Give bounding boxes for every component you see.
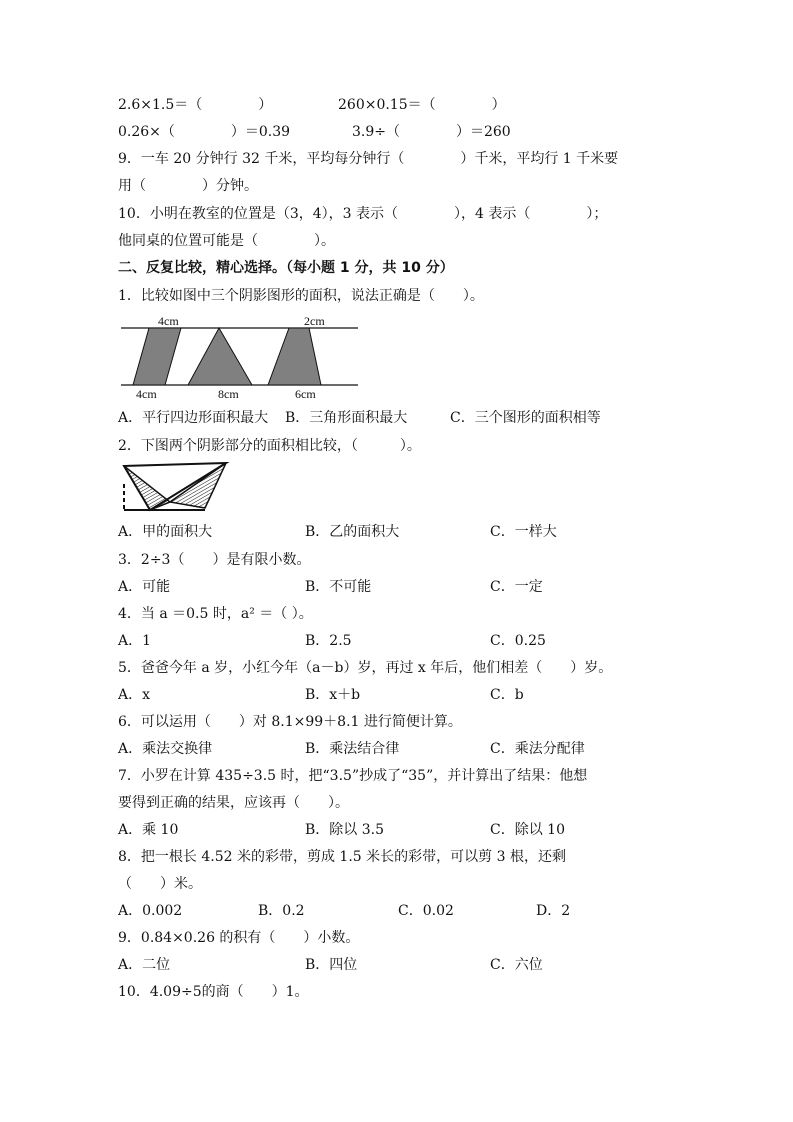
s2-q1-stem: 1．比较如图中三个阴影图形的面积，说法正确是（ ）。 xyxy=(118,288,484,304)
s2-q3-option-b: B．不可能 xyxy=(305,579,372,595)
shaded-region-yi xyxy=(170,463,226,508)
s2-q6-option-b: B．乘法结合律 xyxy=(305,741,400,757)
s2-q5-option-c: C．b xyxy=(490,687,524,703)
s2-q7-stem-1: 7．小罗在计算 435÷3.5 时，把“3.5”抄成了“35”，并计算出了结果：他想 xyxy=(118,768,588,784)
s2-q8-stem-2: （ ）米。 xyxy=(118,876,202,892)
s2-q2-stem: 2．下图两个阴影部分的面积相比较，（ ）。 xyxy=(118,438,421,454)
parallelogram xyxy=(133,328,181,385)
section2-title: 二、反复比较，精心选择。（每小题 1 分，共 10 分） xyxy=(118,260,454,276)
s2-q10-stem: 10．4.09÷5的商（ ）1。 xyxy=(118,984,309,1000)
s2-q3-option-c: C．一定 xyxy=(490,579,543,595)
triangle xyxy=(188,328,252,385)
s2-q3-stem: 3．2÷3（ ）是有限小数。 xyxy=(118,552,311,568)
s2-q1-option-b: B．三角形面积最大 xyxy=(285,410,408,426)
s2-q7-stem-2: 要得到正确的结果，应该再（ ）。 xyxy=(118,795,349,811)
s2-q6-option-a: A．乘法交换律 xyxy=(118,741,213,757)
s2-q5-option-b: B．x＋b xyxy=(305,687,361,703)
trapezoid xyxy=(268,328,321,385)
label-trapezoid-base: 6cm xyxy=(295,387,316,401)
s2-q3-option-a: A．可能 xyxy=(118,579,171,595)
s2-q4-option-b: B．2.5 xyxy=(305,633,352,649)
label-parallelogram-base: 4cm xyxy=(136,387,157,401)
shaded-region-jia xyxy=(124,466,170,510)
s2-q8-stem-1: 8．把一根长 4.52 米的彩带，剪成 1.5 米长的彩带，可以剪 3 根，还剩 xyxy=(118,849,566,865)
s2-q4-stem: 4．当 a ＝0.5 时，a² ＝（ ）。 xyxy=(118,606,313,622)
s2-q8-option-c: C．0.02 xyxy=(398,903,454,919)
q10-line2: 他同桌的位置可能是（ ）。 xyxy=(118,233,335,249)
s2-q9-stem: 9．0.84×0.26 的积有（ ）小数。 xyxy=(118,930,360,946)
q9-line2: 用（ ）分钟。 xyxy=(118,178,258,194)
s2-q9-option-c: C．六位 xyxy=(490,957,543,973)
fill-row2-b: 3.9÷（ ）＝260 xyxy=(352,124,511,140)
s2-q1-option-a: A．平行四边形面积最大 xyxy=(118,410,269,426)
s2-q2-option-b: B．乙的面积大 xyxy=(305,524,400,540)
fill-row1-a: 2.6×1.5＝（ ） xyxy=(118,97,273,113)
s2-q5-option-a: A．x xyxy=(118,687,151,703)
fill-row1-b: 260×0.15＝（ ） xyxy=(338,97,506,113)
s2-q1-option-c: C．三个图形的面积相等 xyxy=(450,410,601,426)
s2-q5-stem: 5．爸爸今年 a 岁，小红今年（a－b）岁，再过 x 年后，他们相差（ ）岁。 xyxy=(118,660,613,676)
s2-q6-option-c: C．乘法分配律 xyxy=(490,741,585,757)
fill-row2-a: 0.26×（ ）＝0.39 xyxy=(118,124,291,140)
q10-line1: 10．小明在教室的位置是（3，4），3 表示（ ），4 表示（ ）； xyxy=(118,206,608,222)
s2-q2-option-a: A．甲的面积大 xyxy=(118,524,213,540)
s2-q9-option-a: A．二位 xyxy=(118,957,171,973)
s2-q9-option-b: B．四位 xyxy=(305,957,358,973)
label-triangle-base: 8cm xyxy=(218,387,239,401)
s2-q8-option-b: B．0.2 xyxy=(258,903,305,919)
s2-q8-option-d: D．2 xyxy=(536,903,571,919)
label-trapezoid-top: 2cm xyxy=(304,314,325,328)
s2-q8-option-a: A．0.002 xyxy=(118,903,183,919)
shapes-figure xyxy=(118,310,363,402)
shaded-triangles-figure xyxy=(120,462,230,514)
s2-q7-option-a: A．乘 10 xyxy=(118,822,179,838)
s2-q4-option-a: A．1 xyxy=(118,633,152,649)
s2-q7-option-b: B．除以 3.5 xyxy=(305,822,385,838)
label-parallelogram-top: 4cm xyxy=(158,314,179,328)
s2-q2-option-c: C．一样大 xyxy=(490,524,557,540)
s2-q4-option-c: C．0.25 xyxy=(490,633,546,649)
q9-line1: 9．一车 20 分钟行 32 千米，平均每分钟行（ ）千米，平均行 1 千米要 xyxy=(118,151,619,167)
s2-q6-stem: 6．可以运用（ ）对 8.1×99＋8.1 进行简便计算。 xyxy=(118,714,462,730)
s2-q7-option-c: C．除以 10 xyxy=(490,822,565,838)
